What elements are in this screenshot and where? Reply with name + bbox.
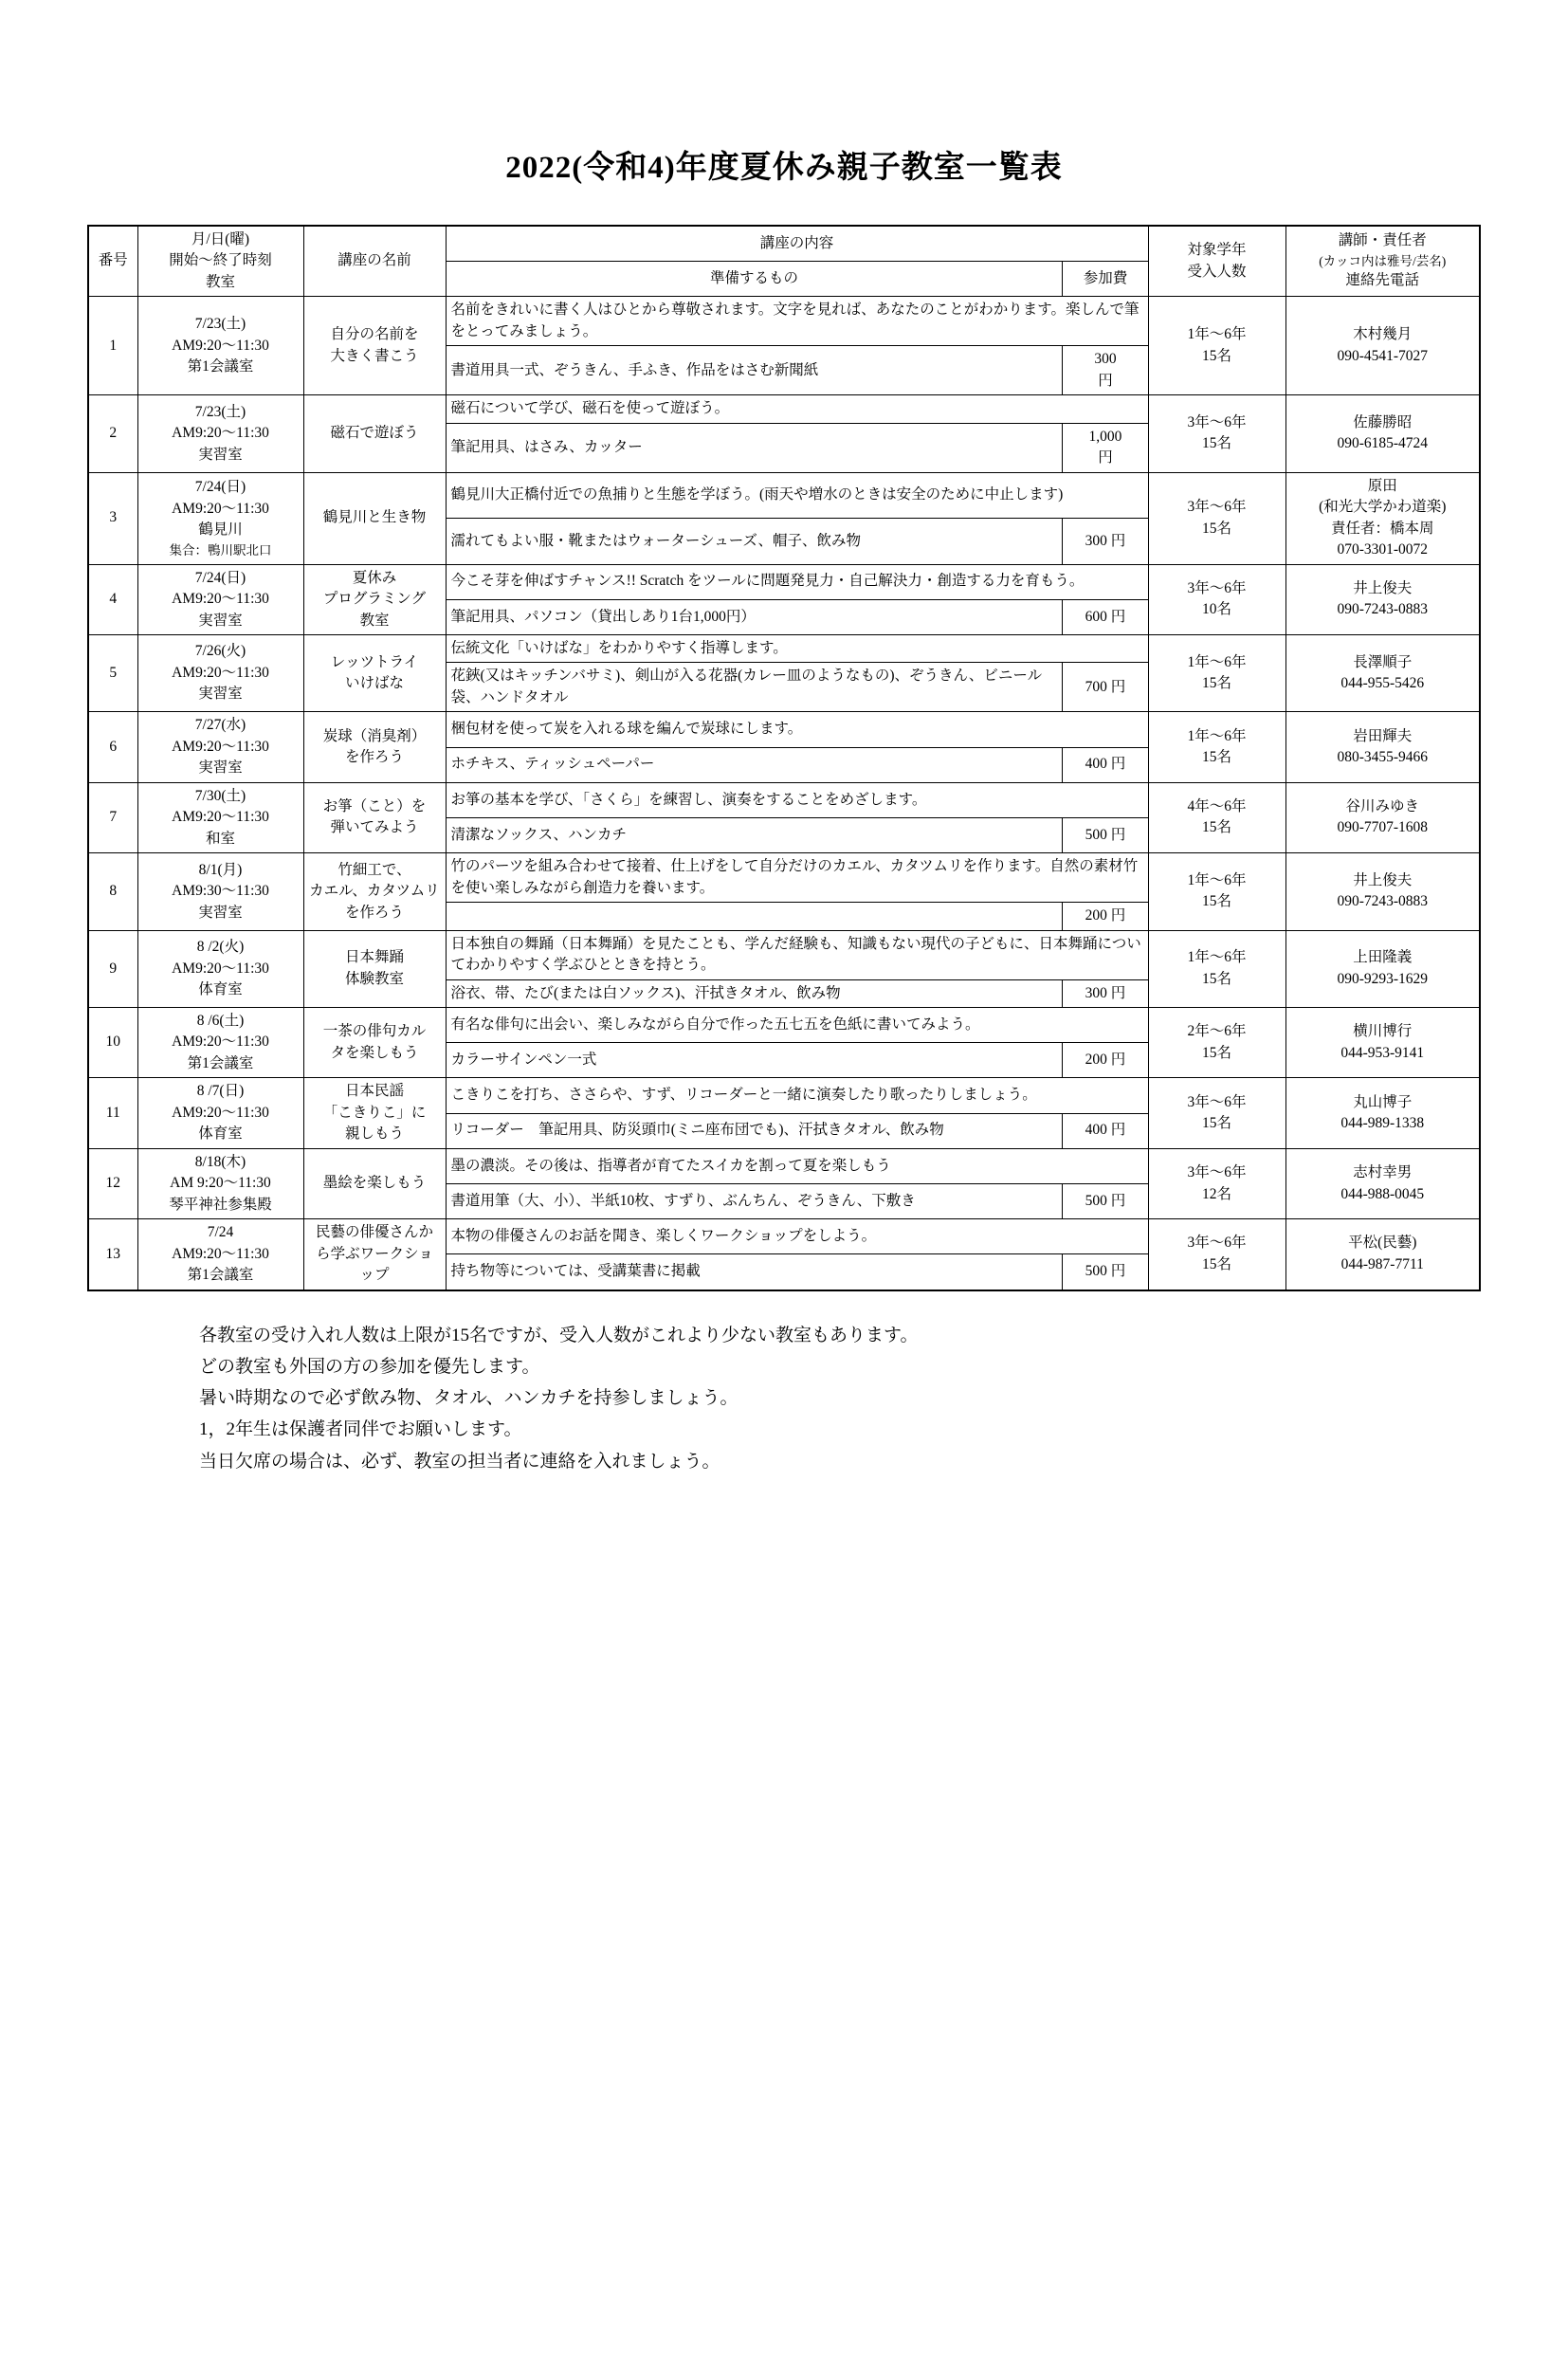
- cell-no: 2: [88, 395, 137, 472]
- grade-line: 3年～6年: [1187, 499, 1247, 516]
- course-name-line: 日本民謡: [344, 1083, 404, 1100]
- grade-line: 15名: [1201, 970, 1231, 987]
- cell-no: 7: [88, 782, 137, 852]
- datetime-line: 実習室: [198, 612, 243, 629]
- cell-grade-capacity: [1148, 712, 1285, 782]
- document-page: [0, 142, 1568, 2360]
- datetime-line: 7/24(日): [194, 479, 246, 496]
- grade-line: 12名: [1201, 1185, 1231, 1202]
- cell-datetime-room: [137, 1148, 303, 1218]
- datetime-line: 8 /2(火): [196, 939, 245, 956]
- cell-fee: [1063, 423, 1148, 472]
- table-body: [88, 297, 1480, 1290]
- cell-prepare: 書道用筆（大、小）、半紙10枚、すずり、ぶんちん、ぞうきん、下敷き: [446, 1184, 1063, 1219]
- cell-no: 1: [88, 297, 137, 395]
- grade-line: 3年～6年: [1187, 414, 1247, 431]
- table-row: [88, 1078, 1480, 1113]
- header-when-line1: 月/日(曜): [191, 231, 250, 247]
- cell-teacher-contact: [1285, 712, 1480, 782]
- cell-content: お箏の基本を学び、「さくら」を練習し、演奏をすることをめざします。: [446, 782, 1148, 817]
- cell-content: 伝統文化「いけばな」をわかりやすく指導します。: [446, 634, 1148, 662]
- cell-prepare: 持ち物等については、受講葉書に掲載: [446, 1254, 1063, 1290]
- teacher-line: 横川博行: [1353, 1023, 1413, 1040]
- cell-datetime-room: [137, 1078, 303, 1148]
- course-name-line: 鶴見川と生き物: [322, 509, 427, 526]
- cell-datetime-room: [137, 395, 303, 472]
- cell-content: 日本独自の舞踊（日本舞踊）を見たことも、学んだ経験も、知識もない現代の子どもに、日本舞踊についてわかりやすく学ぶひとときを持とう。: [446, 930, 1148, 979]
- course-name-line: ップ: [359, 1267, 390, 1284]
- datetime-line: AM9:30～11:30: [172, 883, 269, 900]
- course-name-line: プログラミング: [322, 591, 427, 608]
- fee-line: 400 円: [1085, 1122, 1126, 1139]
- grade-line: 2年～6年: [1187, 1023, 1247, 1040]
- teacher-line: 井上俊夫: [1353, 579, 1413, 596]
- datetime-line: AM9:20～11:30: [172, 664, 269, 681]
- grade-line: 4年～6年: [1187, 798, 1247, 815]
- datetime-line: 8/1(月): [198, 861, 243, 878]
- cell-fee: [1063, 1184, 1148, 1219]
- course-name-line: を作ろう: [344, 749, 404, 766]
- grade-line: 3年～6年: [1187, 579, 1247, 596]
- teacher-line: 090-9293-1629: [1337, 970, 1429, 987]
- cell-grade-capacity: [1148, 564, 1285, 634]
- cell-prepare: ホチキス、ティッシュペーパー: [446, 747, 1063, 782]
- datetime-line: 7/24(日): [194, 569, 246, 586]
- header-grade: [1148, 226, 1285, 297]
- teacher-line: 090-7243-0883: [1337, 601, 1429, 618]
- note-line: 1，2年生は保護者同伴でお願いします。: [199, 1419, 522, 1440]
- cell-fee: [1063, 817, 1148, 852]
- grade-line: 15名: [1201, 520, 1231, 537]
- cell-content: こきりこを打ち、ささらや、すず、リコーダーと一緒に演奏したり歌ったりしましょう。: [446, 1078, 1148, 1113]
- cell-prepare: [446, 903, 1063, 930]
- course-name-line: 夏休み: [352, 569, 397, 586]
- teacher-line: 044-987-7711: [1340, 1255, 1424, 1272]
- header-grade-line2: 受入人数: [1187, 263, 1247, 280]
- course-name-line: ら学ぶワークショ: [316, 1245, 433, 1262]
- cell-teacher-contact: [1285, 1148, 1480, 1218]
- table-row: [88, 297, 1480, 346]
- grade-line: 1年～6年: [1187, 871, 1247, 888]
- cell-content: 梱包材を使って炭を入れる球を編んで炭球にします。: [446, 712, 1148, 747]
- grade-line: 15名: [1201, 1255, 1231, 1272]
- footer-notes: [199, 1320, 1568, 1477]
- teacher-line: 044-989-1338: [1340, 1115, 1425, 1132]
- datetime-line: 第1会議室: [187, 1054, 254, 1071]
- datetime-line: 8 /7(日): [196, 1083, 245, 1100]
- teacher-line: 谷川みゆき: [1345, 798, 1419, 815]
- datetime-line: AM9:20～11:30: [172, 1104, 269, 1121]
- course-name-line: 墨絵を楽しもう: [322, 1175, 427, 1192]
- grade-line: 1年～6年: [1187, 727, 1247, 744]
- cell-teacher-contact: [1285, 782, 1480, 852]
- datetime-line: 和室: [205, 830, 235, 847]
- cell-no: 13: [88, 1219, 137, 1290]
- fee-line: 500 円: [1085, 1263, 1126, 1280]
- course-name-line: お箏（こと）を: [322, 798, 427, 815]
- cell-course-name: [303, 1008, 446, 1078]
- cell-content: 鶴見川大正橋付近での魚捕りと生態を学ぼう。(雨天や増水のときは安全のために中止します): [446, 472, 1148, 518]
- fee-line: 200 円: [1085, 1052, 1126, 1069]
- fee-line: 500 円: [1085, 1192, 1126, 1209]
- datetime-line: 第1会議室: [187, 1267, 254, 1284]
- course-name-line: カエル、カタツムリ: [309, 883, 440, 900]
- cell-no: 4: [88, 564, 137, 634]
- cell-prepare: 書道用具一式、ぞうきん、手ふき、作品をはさむ新聞紙: [446, 346, 1063, 395]
- table-row: [88, 1008, 1480, 1043]
- grade-line: 1年～6年: [1187, 949, 1247, 966]
- header-grade-line1: 対象学年: [1187, 242, 1247, 259]
- cell-no: 9: [88, 930, 137, 1007]
- cell-no: 8: [88, 853, 137, 930]
- datetime-line: AM9:20～11:30: [172, 738, 269, 755]
- teacher-line: 上田隆義: [1353, 949, 1413, 966]
- cell-no: 3: [88, 472, 137, 564]
- course-name-line: 自分の名前を: [330, 326, 419, 343]
- datetime-line: 集合：鴨川駅北口: [169, 542, 272, 558]
- note-line: 当日欠席の場合は、必ず、教室の担当者に連絡を入れましょう。: [199, 1451, 720, 1472]
- cell-teacher-contact: [1285, 930, 1480, 1007]
- datetime-line: 7/27(水): [194, 717, 246, 734]
- course-name-line: 「こきりこ」に: [322, 1104, 427, 1121]
- cell-grade-capacity: [1148, 1148, 1285, 1218]
- course-name-line: 弾いてみよう: [330, 819, 419, 836]
- cell-teacher-contact: [1285, 634, 1480, 711]
- table-row: [88, 712, 1480, 747]
- datetime-line: 実習室: [198, 446, 243, 463]
- cell-prepare: 浴衣、帯、たび(または白ソックス)、汗拭きタオル、飲み物: [446, 979, 1063, 1007]
- grade-line: 1年～6年: [1187, 326, 1247, 343]
- teacher-line: 080-3455-9466: [1337, 749, 1429, 766]
- teacher-line: 丸山博子: [1353, 1093, 1413, 1110]
- cell-fee: [1063, 1043, 1148, 1078]
- header-content: 講座の内容: [446, 226, 1148, 262]
- teacher-line: 岩田輝夫: [1353, 727, 1413, 744]
- cell-prepare: 花鋏(又はキッチンバサミ)、剣山が入る花器(カレー皿のようなもの)、ぞうきん、ビニール袋、ハンドタオル: [446, 663, 1063, 712]
- cell-course-name: [303, 1219, 446, 1290]
- cell-datetime-room: [137, 782, 303, 852]
- fee-line: 400 円: [1085, 756, 1126, 773]
- fee-line: 300: [1094, 351, 1117, 368]
- header-when-line2: 開始～終了時刻: [169, 252, 272, 269]
- table-row: [88, 930, 1480, 979]
- cell-course-name: [303, 297, 446, 395]
- table-row: [88, 472, 1480, 518]
- course-name-line: 一茶の俳句カル: [322, 1023, 427, 1040]
- teacher-line: 責任者：橋本周: [1330, 520, 1434, 537]
- cell-course-name: [303, 1148, 446, 1218]
- course-name-line: レッツトライ: [330, 653, 419, 670]
- cell-fee: [1063, 519, 1148, 564]
- datetime-line: AM9:20～11:30: [172, 1034, 269, 1051]
- cell-prepare: 筆記用具、はさみ、カッター: [446, 423, 1063, 472]
- datetime-line: AM9:20～11:30: [172, 960, 269, 977]
- course-name-line: 体験教室: [344, 970, 404, 987]
- cell-content: 磁石について学び、磁石を使って遊ぼう。: [446, 395, 1148, 423]
- datetime-line: 琴平神社参集殿: [169, 1196, 272, 1213]
- cell-fee: [1063, 747, 1148, 782]
- cell-fee: [1063, 1254, 1148, 1290]
- cell-teacher-contact: [1285, 564, 1480, 634]
- cell-teacher-contact: [1285, 472, 1480, 564]
- cell-course-name: [303, 564, 446, 634]
- cell-course-name: [303, 712, 446, 782]
- header-when-line3: 教室: [205, 273, 235, 290]
- course-name-line: 民藝の俳優さんか: [315, 1224, 433, 1241]
- cell-teacher-contact: [1285, 1219, 1480, 1290]
- cell-content: 有名な俳句に出会い、楽しみながら自分で作った五七五を色紙に書いてみよう。: [446, 1008, 1148, 1043]
- datetime-line: 7/26(火): [194, 643, 246, 660]
- cell-no: 12: [88, 1148, 137, 1218]
- cell-grade-capacity: [1148, 1078, 1285, 1148]
- cell-no: 5: [88, 634, 137, 711]
- grade-line: 15名: [1201, 819, 1231, 836]
- teacher-line: 志村幸男: [1353, 1164, 1413, 1181]
- grade-line: 15名: [1201, 347, 1231, 364]
- cell-grade-capacity: [1148, 1219, 1285, 1290]
- grade-line: 15名: [1201, 1115, 1231, 1132]
- datetime-line: AM9:20～11:30: [172, 809, 269, 826]
- teacher-line: 平松(民藝): [1348, 1235, 1417, 1252]
- cell-grade-capacity: [1148, 1008, 1285, 1078]
- cell-no: 11: [88, 1078, 137, 1148]
- note-line: 暑い時期なので必ず飲み物、タオル、ハンカチを持参しましょう。: [199, 1388, 738, 1409]
- table-row: [88, 853, 1480, 903]
- course-name-line: 磁石で遊ぼう: [330, 425, 419, 442]
- table-header: [88, 226, 1480, 297]
- teacher-line: 044-955-5426: [1340, 675, 1425, 692]
- table-row: [88, 782, 1480, 817]
- grade-line: 3年～6年: [1187, 1235, 1247, 1252]
- classes-table: [87, 225, 1481, 1291]
- cell-grade-capacity: [1148, 634, 1285, 711]
- cell-course-name: [303, 1078, 446, 1148]
- cell-content: 本物の俳優さんのお話を聞き、楽しくワークショップをしよう。: [446, 1219, 1148, 1254]
- teacher-line: 井上俊夫: [1353, 871, 1413, 888]
- cell-content: 今こそ芽を伸ばすチャンス!! Scratch をツールに問題発見力・自己解決力・創造する力を育もう。: [446, 564, 1148, 599]
- header-teacher-line1: 講師・責任者: [1338, 232, 1427, 249]
- cell-prepare: 濡れてもよい服・靴またはウォーターシューズ、帽子、飲み物: [446, 519, 1063, 564]
- datetime-line: 体育室: [198, 1125, 243, 1143]
- datetime-line: AM9:20～11:30: [172, 591, 269, 608]
- fee-line: 200 円: [1085, 907, 1126, 924]
- datetime-line: AM9:20～11:30: [172, 337, 269, 354]
- cell-grade-capacity: [1148, 297, 1285, 395]
- datetime-line: 鶴見川: [198, 521, 243, 539]
- teacher-line: 長澤順子: [1353, 653, 1413, 670]
- fee-line: 円: [1098, 449, 1113, 467]
- datetime-line: 8/18(木): [194, 1153, 246, 1170]
- cell-grade-capacity: [1148, 472, 1285, 564]
- header-no: 番号: [88, 226, 137, 297]
- cell-content: 竹のパーツを組み合わせて接着、仕上げをして自分だけのカエル、カタツムリを作ります。自然の素材竹を使い楽しみながら創造力を養います。: [446, 853, 1148, 903]
- cell-datetime-room: [137, 853, 303, 930]
- cell-datetime-room: [137, 472, 303, 564]
- table-row: [88, 634, 1480, 662]
- datetime-line: 実習室: [198, 686, 243, 703]
- teacher-line: 原田: [1367, 477, 1397, 494]
- fee-line: 600 円: [1085, 608, 1126, 625]
- cell-no: 10: [88, 1008, 137, 1078]
- teacher-line: 044-953-9141: [1340, 1044, 1425, 1061]
- datetime-line: AM9:20～11:30: [172, 425, 269, 442]
- cell-fee: [1063, 979, 1148, 1007]
- fee-line: 円: [1098, 372, 1113, 389]
- datetime-line: 7/30(土): [194, 787, 246, 804]
- fee-line: 1,000: [1088, 428, 1122, 445]
- cell-course-name: [303, 472, 446, 564]
- datetime-line: AM9:20～11:30: [172, 1245, 269, 1262]
- header-course-name: 講座の名前: [303, 226, 446, 297]
- header-when: [137, 226, 303, 297]
- cell-prepare: リコーダー 筆記用具、防災頭巾(ミニ座布団でも)、汗拭きタオル、飲み物: [446, 1113, 1063, 1148]
- course-name-line: 大きく書こう: [330, 347, 419, 364]
- datetime-line: 第1会議室: [187, 358, 254, 375]
- datetime-line: 実習室: [198, 759, 243, 777]
- cell-fee: [1063, 903, 1148, 930]
- teacher-line: 090-6185-4724: [1337, 435, 1429, 452]
- cell-course-name: [303, 853, 446, 930]
- datetime-line: 7/23(土): [194, 403, 246, 420]
- course-name-line: 親しもう: [344, 1125, 404, 1143]
- cell-fee: [1063, 663, 1148, 712]
- cell-grade-capacity: [1148, 395, 1285, 472]
- cell-prepare: カラーサインペン一式: [446, 1043, 1063, 1078]
- teacher-line: 090-7243-0883: [1337, 893, 1429, 910]
- grade-line: 15名: [1201, 893, 1231, 910]
- fee-line: 700 円: [1085, 678, 1126, 695]
- cell-content: 墨の濃淡。その後は、指導者が育てたスイカを割って夏を楽しもう: [446, 1148, 1148, 1183]
- header-teacher-line3: 連絡先電話: [1345, 272, 1419, 289]
- fee-line: 300 円: [1085, 532, 1126, 549]
- teacher-line: (和光大学かわ道楽): [1319, 499, 1447, 516]
- datetime-line: 7/24: [207, 1224, 234, 1241]
- course-name-line: 日本舞踊: [344, 949, 404, 966]
- cell-datetime-room: [137, 930, 303, 1007]
- page-title: 2022(令和4)年度夏休み親子教室一覧表: [505, 151, 1063, 185]
- header-fee: 参加費: [1063, 262, 1148, 297]
- cell-prepare: 筆記用具、パソコン（貸出しあり1台1,000円）: [446, 599, 1063, 634]
- cell-content: 名前をきれいに書く人はひとから尊敬されます。文字を見れば、あなたのことがわかります。楽しんで筆をとってみましょう。: [446, 297, 1148, 346]
- datetime-line: AM 9:20～11:30: [170, 1175, 271, 1192]
- teacher-line: 090-7707-1608: [1337, 819, 1429, 836]
- grade-line: 3年～6年: [1187, 1164, 1247, 1181]
- cell-no: 6: [88, 712, 137, 782]
- cell-teacher-contact: [1285, 1078, 1480, 1148]
- cell-prepare: 清潔なソックス、ハンカチ: [446, 817, 1063, 852]
- course-name-line: を作ろう: [344, 904, 404, 921]
- course-name-line: 教室: [359, 612, 390, 629]
- table-row: [88, 395, 1480, 423]
- cell-fee: [1063, 346, 1148, 395]
- datetime-line: 7/23(土): [194, 316, 246, 333]
- note-line: 各教室の受け入れ人数は上限が15名ですが、受入人数がこれより少ない教室もあります。: [199, 1325, 919, 1345]
- grade-line: 15名: [1201, 435, 1231, 452]
- teacher-line: 木村幾月: [1353, 326, 1413, 343]
- cell-datetime-room: [137, 297, 303, 395]
- cell-fee: [1063, 1113, 1148, 1148]
- grade-line: 15名: [1201, 749, 1231, 766]
- cell-datetime-room: [137, 634, 303, 711]
- datetime-line: 8 /6(土): [196, 1013, 245, 1029]
- header-teacher-line2: (カッコ内は雅号/芸名): [1319, 253, 1447, 268]
- course-name-line: 炭球（消臭剤）: [322, 727, 427, 744]
- datetime-line: 体育室: [198, 981, 243, 998]
- note-line: どの教室も外国の方の参加を優先します。: [199, 1356, 540, 1377]
- cell-datetime-room: [137, 712, 303, 782]
- grade-line: 1年～6年: [1187, 653, 1247, 670]
- cell-course-name: [303, 634, 446, 711]
- cell-course-name: [303, 782, 446, 852]
- cell-teacher-contact: [1285, 853, 1480, 930]
- teacher-line: 070-3301-0072: [1337, 541, 1429, 558]
- cell-datetime-room: [137, 1008, 303, 1078]
- teacher-line: 044-988-0045: [1340, 1185, 1425, 1202]
- course-name-line: 竹細工で、: [337, 861, 411, 878]
- cell-datetime-room: [137, 1219, 303, 1290]
- cell-teacher-contact: [1285, 395, 1480, 472]
- cell-grade-capacity: [1148, 853, 1285, 930]
- cell-course-name: [303, 930, 446, 1007]
- fee-line: 500 円: [1085, 826, 1126, 843]
- grade-line: 10名: [1201, 601, 1231, 618]
- table-row: [88, 1148, 1480, 1183]
- cell-grade-capacity: [1148, 930, 1285, 1007]
- cell-teacher-contact: [1285, 1008, 1480, 1078]
- table-row: [88, 1219, 1480, 1254]
- header-prepare: 準備するもの: [446, 262, 1063, 297]
- grade-line: 3年～6年: [1187, 1093, 1247, 1110]
- datetime-line: 実習室: [198, 904, 243, 921]
- cell-datetime-room: [137, 564, 303, 634]
- teacher-line: 090-4541-7027: [1337, 347, 1429, 364]
- cell-course-name: [303, 395, 446, 472]
- datetime-line: AM9:20～11:30: [172, 500, 269, 517]
- teacher-line: 佐藤勝昭: [1353, 414, 1413, 431]
- table-row: [88, 564, 1480, 599]
- grade-line: 15名: [1201, 1044, 1231, 1061]
- cell-grade-capacity: [1148, 782, 1285, 852]
- cell-teacher-contact: [1285, 297, 1480, 395]
- cell-fee: [1063, 599, 1148, 634]
- grade-line: 15名: [1201, 675, 1231, 692]
- fee-line: 300 円: [1085, 984, 1126, 1001]
- course-name-line: いけばな: [344, 675, 404, 692]
- course-name-line: タを楽しもう: [330, 1044, 419, 1061]
- header-teacher: [1285, 226, 1480, 297]
